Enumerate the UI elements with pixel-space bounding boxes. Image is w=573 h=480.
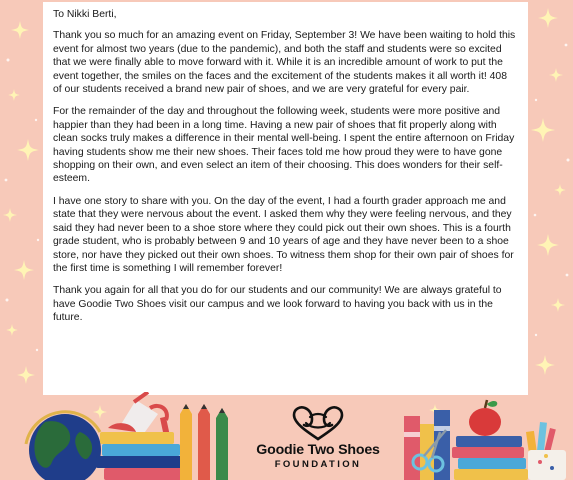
pencil-cup-icon: [526, 422, 566, 480]
books-row-right-icon: [404, 410, 450, 480]
letter-paragraph-4: Thank you again for all that you do for our students and our community! We are always grateful to have Goodie Two Shoes visit our campus and we look forward to having you back with us in the future.: [53, 285, 502, 324]
books-stack-right-icon: [452, 436, 528, 480]
globe-icon: [26, 412, 101, 480]
apple-icon: [469, 400, 501, 436]
pencils-icon: [180, 404, 228, 480]
letter-paragraph-2: For the remainder of the day and throughout the following week, students were more positive and happier than they had been in a long time. Having a new pair of shoes that fit properly along with clean socks truly makes a difference in their mental well-being. I spent the entire afternoon on Friday having students show me their new shoes. Their faces told me how proud they were to have gone shopping on their own, and even select an item of their choosing. This does wonders for their self-esteem.: [53, 106, 515, 185]
goodie-two-shoes-logo: [232, 401, 404, 480]
books-stack-left-icon: [96, 432, 184, 480]
heart-shoes-icon: [288, 405, 348, 441]
letter-salutation: To Nikki Berti,: [53, 9, 117, 20]
letter-paragraph-1: Thank you so much for an amazing event on Friday, September 3! We have been waiting to hold this event for almost two years (due to the pandemic), and both the staff and students were so excited that we were finally able to move forward with it. While it is an incredible amount of work to put the event together, the smiles on the faces and the excitement of the students makes it all worth it! 408 of our students received a brand new pair of shoes, and we are very grateful for every pair.: [53, 30, 516, 96]
letter-body: [43, 2, 528, 395]
letter-paragraph-3: I have one story to share with you. On the day of the event, I had a fourth grader approach me and state that they were nervous about the event. I asked them why they were feeling nervous, and they said they had never been to a shoe store where they could pick out their own shoes. This is a fourth grade student, who is probably between 9 and 10 years of age and they have never been to a shoe store, nor have they picked out their own shoes. To witness them shop for their own pair of shoes for the first time is something I will remember forever!: [53, 195, 514, 274]
logo-subtitle: FOUNDATION: [274, 459, 362, 470]
logo-title: Goodie Two Shoes: [256, 442, 380, 458]
